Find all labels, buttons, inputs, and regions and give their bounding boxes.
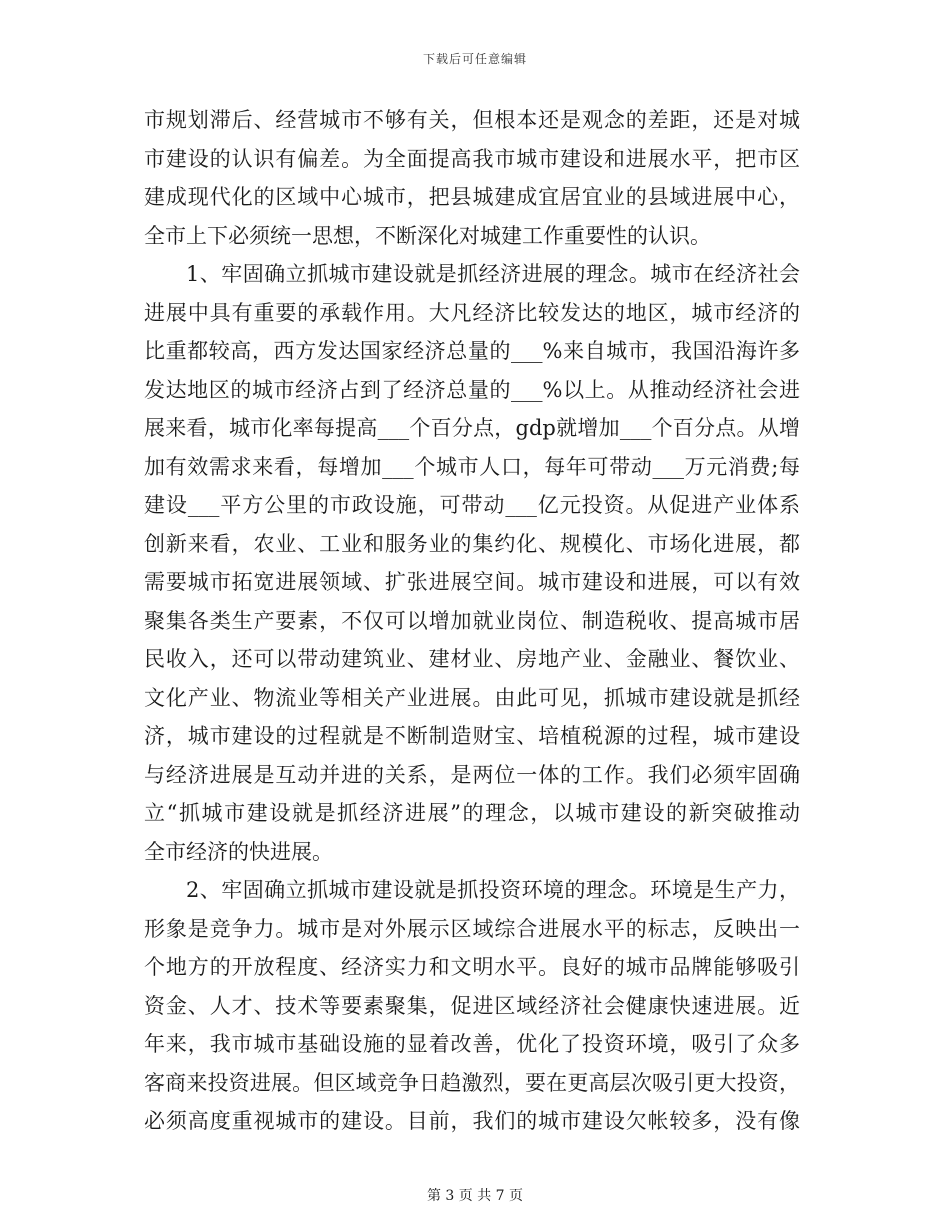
body-line: 创新来看，农业、工业和服务业的集约化、规模化、市场化进展，都 bbox=[144, 531, 800, 556]
body-line: 市规划滞后、经营城市不够有关，但根本还是观念的差距，还是对城 bbox=[144, 108, 800, 132]
body-line: 全市经济的快进展。 bbox=[144, 839, 333, 864]
body-line: 聚集各类生产要素，不仅可以增加就业岗位、制造税收、提高城市居 bbox=[144, 608, 800, 633]
body-line: 1、牢固确立抓城市建设就是抓经济进展的理念。城市在经济社会 bbox=[186, 262, 800, 286]
body-line: 资金、人才、技术等要素聚集，促进区域经济社会健康快速进展。近 bbox=[144, 993, 800, 1018]
body-line: 发达地区的城市经济占到了经济总量的___%以上。从推动经济社会进 bbox=[144, 377, 800, 402]
body-line: 年来，我市城市基础设施的显着改善，优化了投资环境，吸引了众多 bbox=[144, 1032, 800, 1056]
body-line: 客商来投资进展。但区域竞争日趋激烈，要在更高层次吸引更大投资， bbox=[144, 1070, 800, 1095]
body-line: 加有效需求来看，每增加___个城市人口，每年可带动___万元消费;每 bbox=[144, 454, 800, 479]
document-body bbox=[144, 101, 800, 1141]
body-line: 必须高度重视城市的建设。目前，我们的城市建设欠帐较多，没有像 bbox=[144, 1109, 800, 1133]
body-line: 文化产业、物流业等相关产业进展。由此可见，抓城市建设就是抓经 bbox=[144, 685, 800, 710]
body-line: 需要城市拓宽进展领域、扩张进展空间。城市建设和进展，可以有效 bbox=[144, 570, 800, 594]
body-line: 民收入，还可以带动建筑业、建材业、房地产业、金融业、餐饮业、 bbox=[144, 647, 800, 671]
page-header-note: 下载后可任意编辑 bbox=[422, 52, 527, 66]
body-line: 进展中具有重要的承载作用。大凡经济比较发达的地区，城市经济的 bbox=[144, 300, 800, 325]
body-line: 立“抓城市建设就是抓经济进展”的理念，以城市建设的新突破推动 bbox=[144, 801, 800, 825]
body-line: 济，城市建设的过程就是不断制造财宝、培植税源的过程，城市建设 bbox=[144, 724, 800, 748]
body-line: 2、牢固确立抓城市建设就是抓投资环境的理念。环境是生产力， bbox=[186, 878, 800, 902]
body-line: 与经济进展是互动并进的关系，是两位一体的工作。我们必须牢固确 bbox=[144, 762, 800, 787]
body-line: 建设___平方公里的市政设施，可带动___亿元投资。从促进产业体系 bbox=[144, 493, 800, 517]
body-line: 个地方的开放程度、经济实力和文明水平。良好的城市品牌能够吸引 bbox=[144, 955, 800, 979]
body-line: 形象是竞争力。城市是对外展示区域综合进展水平的标志，反映出一 bbox=[144, 916, 800, 941]
body-line: 市建设的认识有偏差。为全面提高我市城市建设和进展水平，把市区 bbox=[144, 146, 800, 171]
page-number: 第 3 页 共 7 页 bbox=[426, 1188, 524, 1204]
body-line: 展来看，城市化率每提高___个百分点，gdp就增加___个百分点。从增 bbox=[144, 416, 800, 440]
body-line: 建成现代化的区域中心城市，把县城建成宜居宜业的县域进展中心， bbox=[144, 185, 800, 209]
body-line: 比重都较高，西方发达国家经济总量的___%来自城市，我国沿海许多 bbox=[144, 339, 800, 363]
body-line: 全市上下必须统一思想，不断深化对城建工作重要性的认识。 bbox=[144, 223, 711, 248]
